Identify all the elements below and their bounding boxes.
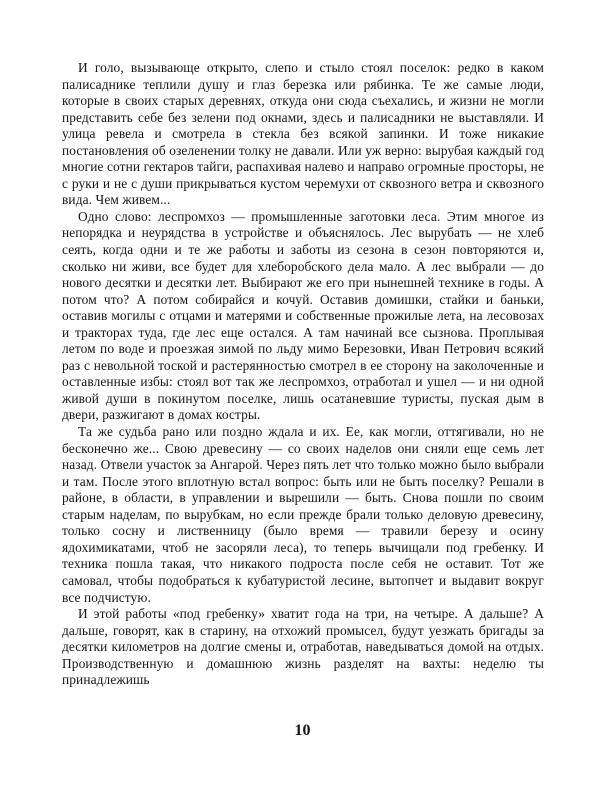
paragraph-4: И этой работы «под гребенку» хватит года на три, на четыре. А дальше? А дальше, говорят, как в старину, на отхожий промысел, будут уезжать бригады за десятки километров на долгие смены и, отработав, наведываться домой на отдых. Производственную и домашнюю жизнь разделят на вахты: неделю ты принадлежишь: [62, 606, 544, 688]
paragraph-2: Одно слово: леспромхоз — промышленные заготовки леса. Этим многое из непорядка и неурядства в устройстве и объяснялось. Лес вырубать — не хлеб сеять, когда одни и те же работы и заботы из сезона в сезон повторяются и, сколько ни живи, все будет для хлеборобского дела мало. А лес выбрали — до нового десятки и десятки лет. Выбирают же его при нынешней технике в годы. А потом что? А потом собирайся и кочуй. Оставив домишки, стайки и баньки, оставив могилы с отцами и матерями и собственные прожилые лета, на лесовозах и тракторах туда, где лес еще остался. А там начинай все сызнова. Проплывая летом по воде и проезжая зимой по льду мимо Березовки, Иван Петрович всякий раз с невольной тоской и растерянностью смотрел в ее сторону на заколоченные и оставленные избы: стоял вот так же леспромхоз, отработал и ушел — и ни одной живой души в покинутом поселке, лишь осатаневшие туристы, пуская дым в двери, разжигают в домах костры.: [62, 208, 544, 423]
page-text: [62, 60, 544, 689]
page-number: 10: [294, 722, 311, 739]
paragraph-3: Та же судьба рано или поздно ждала и их. Ее, как могли, оттягивали, но не бесконечно же... Свою древесину — со своих наделов они сняли еще семь лет назад. Отвели участок за Ангарой. Через пять лет что только можно было выбрали и там. После этого вплотную встал вопрос: быть или не быть поселку? Решали в районе, в области, в управлении и вырешили — быть. Снова пошли по своим старым наделам, по вырубкам, но если прежде брали только деловую древесину, только сосну и лиственницу (было время — травили березу и осину ядохимикатами, чтоб не засоряли леса), то теперь вычищали под гребенку. И техника пошла такая, что никакого подроста после себя не оставит. Тот же самовал, чтобы подобраться к кубатуристой лесине, вытопчет и выдавит вокруг все подчистую.: [62, 424, 544, 605]
paragraph-1: И голо, вызывающе открыто, слепо и стыло стоял поселок: редко в каком палисаднике теплили душу и глаз березка или рябинка. Те же самые люди, которые в своих старых деревнях, откуда они сюда съехались, и жизни не могли представить себе без зелени под окнами, здесь и палисадники не выставляли. И улица ревела и смотрела в стекла без всякой запинки. И тоже никакие постановления об озеленении толку не давали. Или уж верно: вырубая каждый год многие сотни гектаров тайги, распахивая налево и направо огромные просторы, не с руки и не с души прикрываться кустом черемухи от сквозного ветра и сквозного вида. Чем живем...: [62, 60, 544, 208]
